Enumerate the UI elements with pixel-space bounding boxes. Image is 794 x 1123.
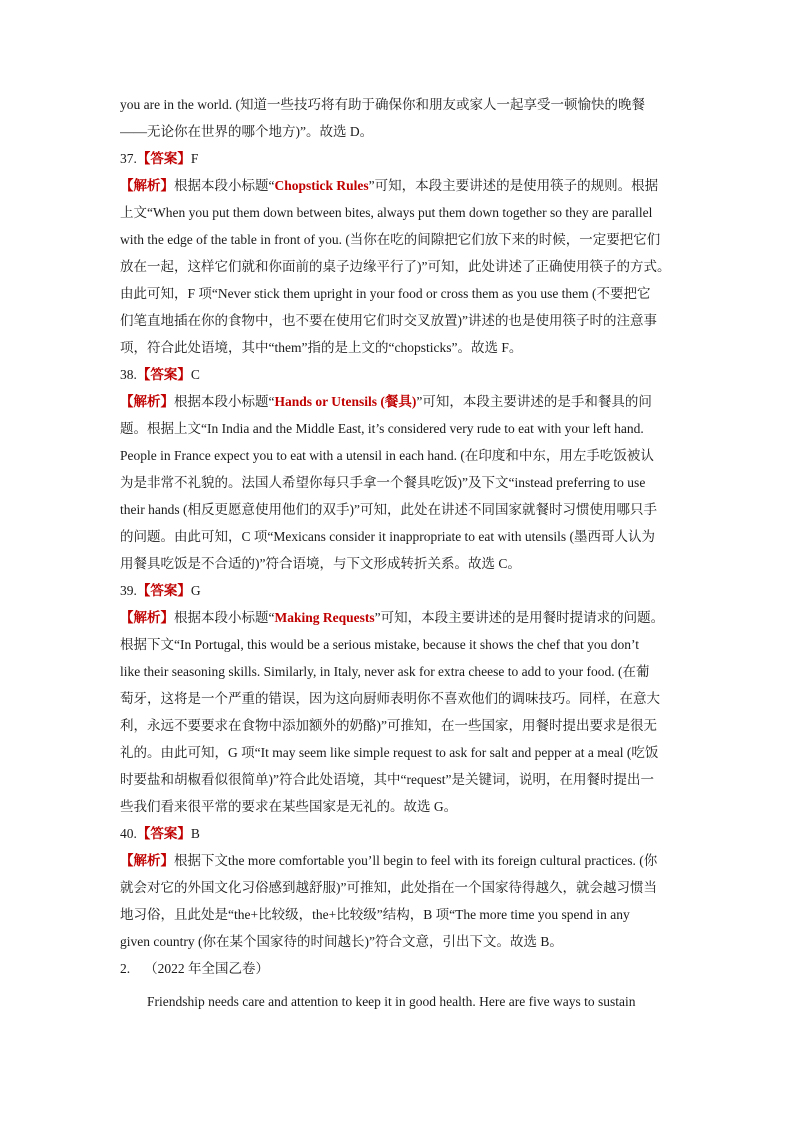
answer-line-40: 40.【答案】B <box>120 826 200 841</box>
answer-line-38: 38.【答案】C <box>120 367 200 382</box>
answer-value: B <box>190 826 200 841</box>
text-line: 题。根据上文“In India and the Middle East, it’s considered very rude to eat with your left hand. <box>120 421 644 436</box>
subtitle-highlight: Hands or Utensils (餐具) <box>274 394 417 409</box>
text-line: 时要盐和胡椒看似很简单)”符合此处语境，其中“request”是关键词，说明，在用餐时提出一 <box>120 772 654 787</box>
text-line: like their seasoning skills. Similarly, in Italy, never ask for extra cheese to add to your food. (在葡 <box>120 664 650 679</box>
answer-line-37: 37.【答案】F <box>120 151 199 166</box>
text-line: 的问题。由此可知，C 项“Mexicans consider it inappropriate to eat with utensils (墨西哥人认为 <box>120 529 656 544</box>
answer-value: C <box>190 367 200 382</box>
passage-first-line: Friendship needs care and attention to keep it in good health. Here are five ways to sustain <box>147 994 636 1009</box>
analysis-tag: 【解析】 <box>120 394 174 409</box>
text-line: 为是非常不礼貌的。法国人希望你每只手拿一个餐具吃饭)”及下文“instead preferring to use <box>120 475 646 490</box>
analysis-line: 【解析】根据本段小标题“Hands or Utensils (餐具)”可知，本段主要讲述的是手和餐具的问 <box>120 394 652 409</box>
answer-tag: 【答案】 <box>136 367 191 382</box>
analysis-tag: 【解析】 <box>120 610 174 625</box>
text-line: 根据下文“In Portugal, this would be a serious mistake, because it shows the chef that you don’t <box>120 637 640 652</box>
section-source: （2022 年全国乙卷） <box>144 961 269 976</box>
text-line: 就会对它的外国文化习俗感到越舒服)”可推知，此处指在一个国家待得越久，就会越习惯当 <box>120 880 657 895</box>
subtitle-highlight: Chopstick Rules <box>274 178 369 193</box>
analysis-line: 【解析】根据下文the more comfortable you’ll begin to feel with its foreign cultural practices. (你 <box>120 853 658 868</box>
text-line: 利，永远不要要求在食物中添加额外的奶酪)”可推知，在一些国家，用餐时提出要求是很无 <box>120 718 657 733</box>
text-line: 地习俗，且此处是“the+比较级，the+比较级”结构，B 项“The more time you spend in any <box>120 907 630 922</box>
section-heading <box>120 955 680 982</box>
text-line: 们笔直地插在你的食物中，也不要在使用它们时交叉放置)”讲述的也是使用筷子时的注意事 <box>120 313 657 328</box>
analysis-line: 【解析】根据本段小标题“Making Requests”可知，本段主要讲述的是用餐时提请求的问题。 <box>120 610 665 625</box>
text-line: 礼的。由此可知，G 项“It may seem like simple request to ask for salt and pepper at a meal (吃饭 <box>120 745 659 760</box>
text-line: 放在一起，这样它们就和你面前的桌子边缘平行了)”可知，此处讲述了正确使用筷子的方式。 <box>120 259 671 274</box>
text-line: 萄牙，这将是一个严重的错误，因为这向厨师表明你不喜欢他们的调味技巧。同样，在意大 <box>120 691 660 706</box>
text-line: you are in the world. (知道一些技巧将有助于确保你和朋友或家人一起享受一顿愉快的晚餐 <box>120 97 645 112</box>
text-line: People in France expect you to eat with a utensil in each hand. (在印度和中东，用左手吃饭被认 <box>120 448 654 463</box>
text-line: their hands (相反更愿意使用他们的双手)”可知，此处在讲述不同国家就餐时习惯使用哪只手 <box>120 502 657 517</box>
text-line: ——无论你在世界的哪个地方)”。故选 D。 <box>120 124 374 139</box>
answer-tag: 【答案】 <box>136 826 191 841</box>
text-line: with the edge of the table in front of you. (当你在吃的间隙把它们放下来的时候，一定要把它们 <box>120 232 661 247</box>
answer-tag: 【答案】 <box>136 151 191 166</box>
answer-line-39: 39.【答案】G <box>120 583 201 598</box>
answer-value: G <box>190 583 201 598</box>
analysis-tag: 【解析】 <box>120 853 174 868</box>
text-line: 用餐具吃饭是不合适的)”符合语境，与下文形成转折关系。故选 C。 <box>120 556 521 571</box>
subtitle-highlight: Making Requests <box>274 610 375 625</box>
section-number: 2. <box>120 961 131 976</box>
answer-tag: 【答案】 <box>136 583 191 598</box>
answer-value: F <box>190 151 199 166</box>
text-line: given country (你在某个国家待的时间越长)”符合文意，引出下文。故选 B。 <box>120 934 563 949</box>
analysis-line: 【解析】根据本段小标题“Chopstick Rules”可知，本段主要讲述的是使用筷子的规则。根据 <box>120 178 659 193</box>
text-line: 项，符合此处语境，其中“them”指的是上文的“chopsticks”。故选 F。 <box>120 340 523 355</box>
analysis-tag: 【解析】 <box>120 178 174 193</box>
text-line: 上文“When you put them down between bites, always put them down together so they are parallel <box>120 205 653 220</box>
text-line: 些我们看来很平常的要求在某些国家是无礼的。故选 G。 <box>120 799 458 814</box>
text-line: 由此可知，F 项“Never stick them upright in your food or cross them as you use them (不要把它 <box>120 286 651 301</box>
